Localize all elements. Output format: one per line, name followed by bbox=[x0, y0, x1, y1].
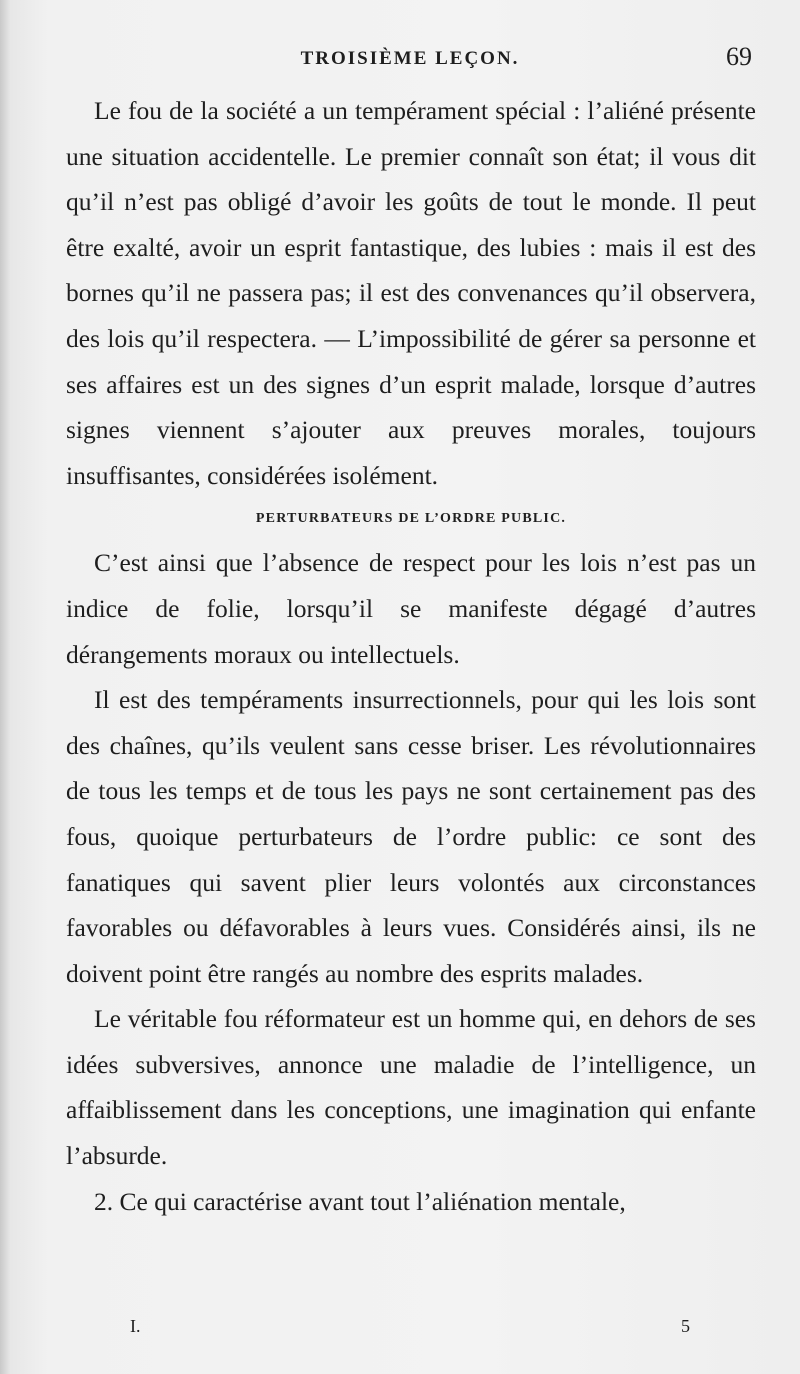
text-block bbox=[66, 88, 756, 1224]
section-heading: PERTURBATEURS DE L’ORDRE PUBLIC. bbox=[255, 511, 567, 527]
running-head bbox=[60, 42, 760, 78]
page-number: 69 bbox=[726, 42, 752, 71]
paragraph-4: Le véritable fou réformateur est un homme qui, en dehors de ses idées subversives, annonce une maladie de l’intelligence, un affaiblissement dans les conceptions, une imagination qui enfante l’absurde. bbox=[66, 1004, 756, 1171]
paragraph-5: 2. Ce qui caractérise avant tout l’aliénation mentale, bbox=[94, 1186, 626, 1216]
page-footer bbox=[130, 1316, 700, 1346]
running-title: TROISIÈME LEÇON. bbox=[300, 48, 520, 69]
paragraph-1: Le fou de la société a un tempérament spécial : l’aliéné présente une situation accidentelle. Le premier connaît son état; il vous dit qu’il n’est pas obligé d’avoir les goûts de tout le monde. Il peut être exalté, avoir un esprit fantastique, des lubies : mais il est des bornes qu’il ne passera pas; il est des convenances qu’il observera, des lois qu’il respectera. — L’impossibilité de gérer sa personne et ses affaires est un des signes d’un esprit malade, lorsque d’autres signes viennent s’ajouter aux preuves morales, toujours insuffisantes, considérées isolément. bbox=[66, 96, 756, 490]
paragraph-3: Il est des tempéraments insurrectionnels, pour qui les lois sont des chaînes, qu’ils veulent sans cesse briser. Les révolutionnaires de tous les temps et de tous les pays ne sont certainement pas des fous, quoique perturbateurs de l’ordre public: ce sont des fanatiques qui savent plier leurs volontés aux circonstances favorables ou défavorables à leurs vues. Considérés ainsi, ils ne doivent point être rangés au nombre des esprits malades. bbox=[66, 685, 756, 988]
page-gutter-shadow bbox=[0, 0, 10, 1374]
sheet-number: 5 bbox=[681, 1316, 690, 1336]
paragraph-2: C’est ainsi que l’absence de respect pour les lois n’est pas un indice de folie, lorsqu’il se manifeste dégagé d’autres dérangements moraux ou intellectuels. bbox=[66, 548, 756, 669]
signature-mark: I. bbox=[130, 1316, 141, 1336]
